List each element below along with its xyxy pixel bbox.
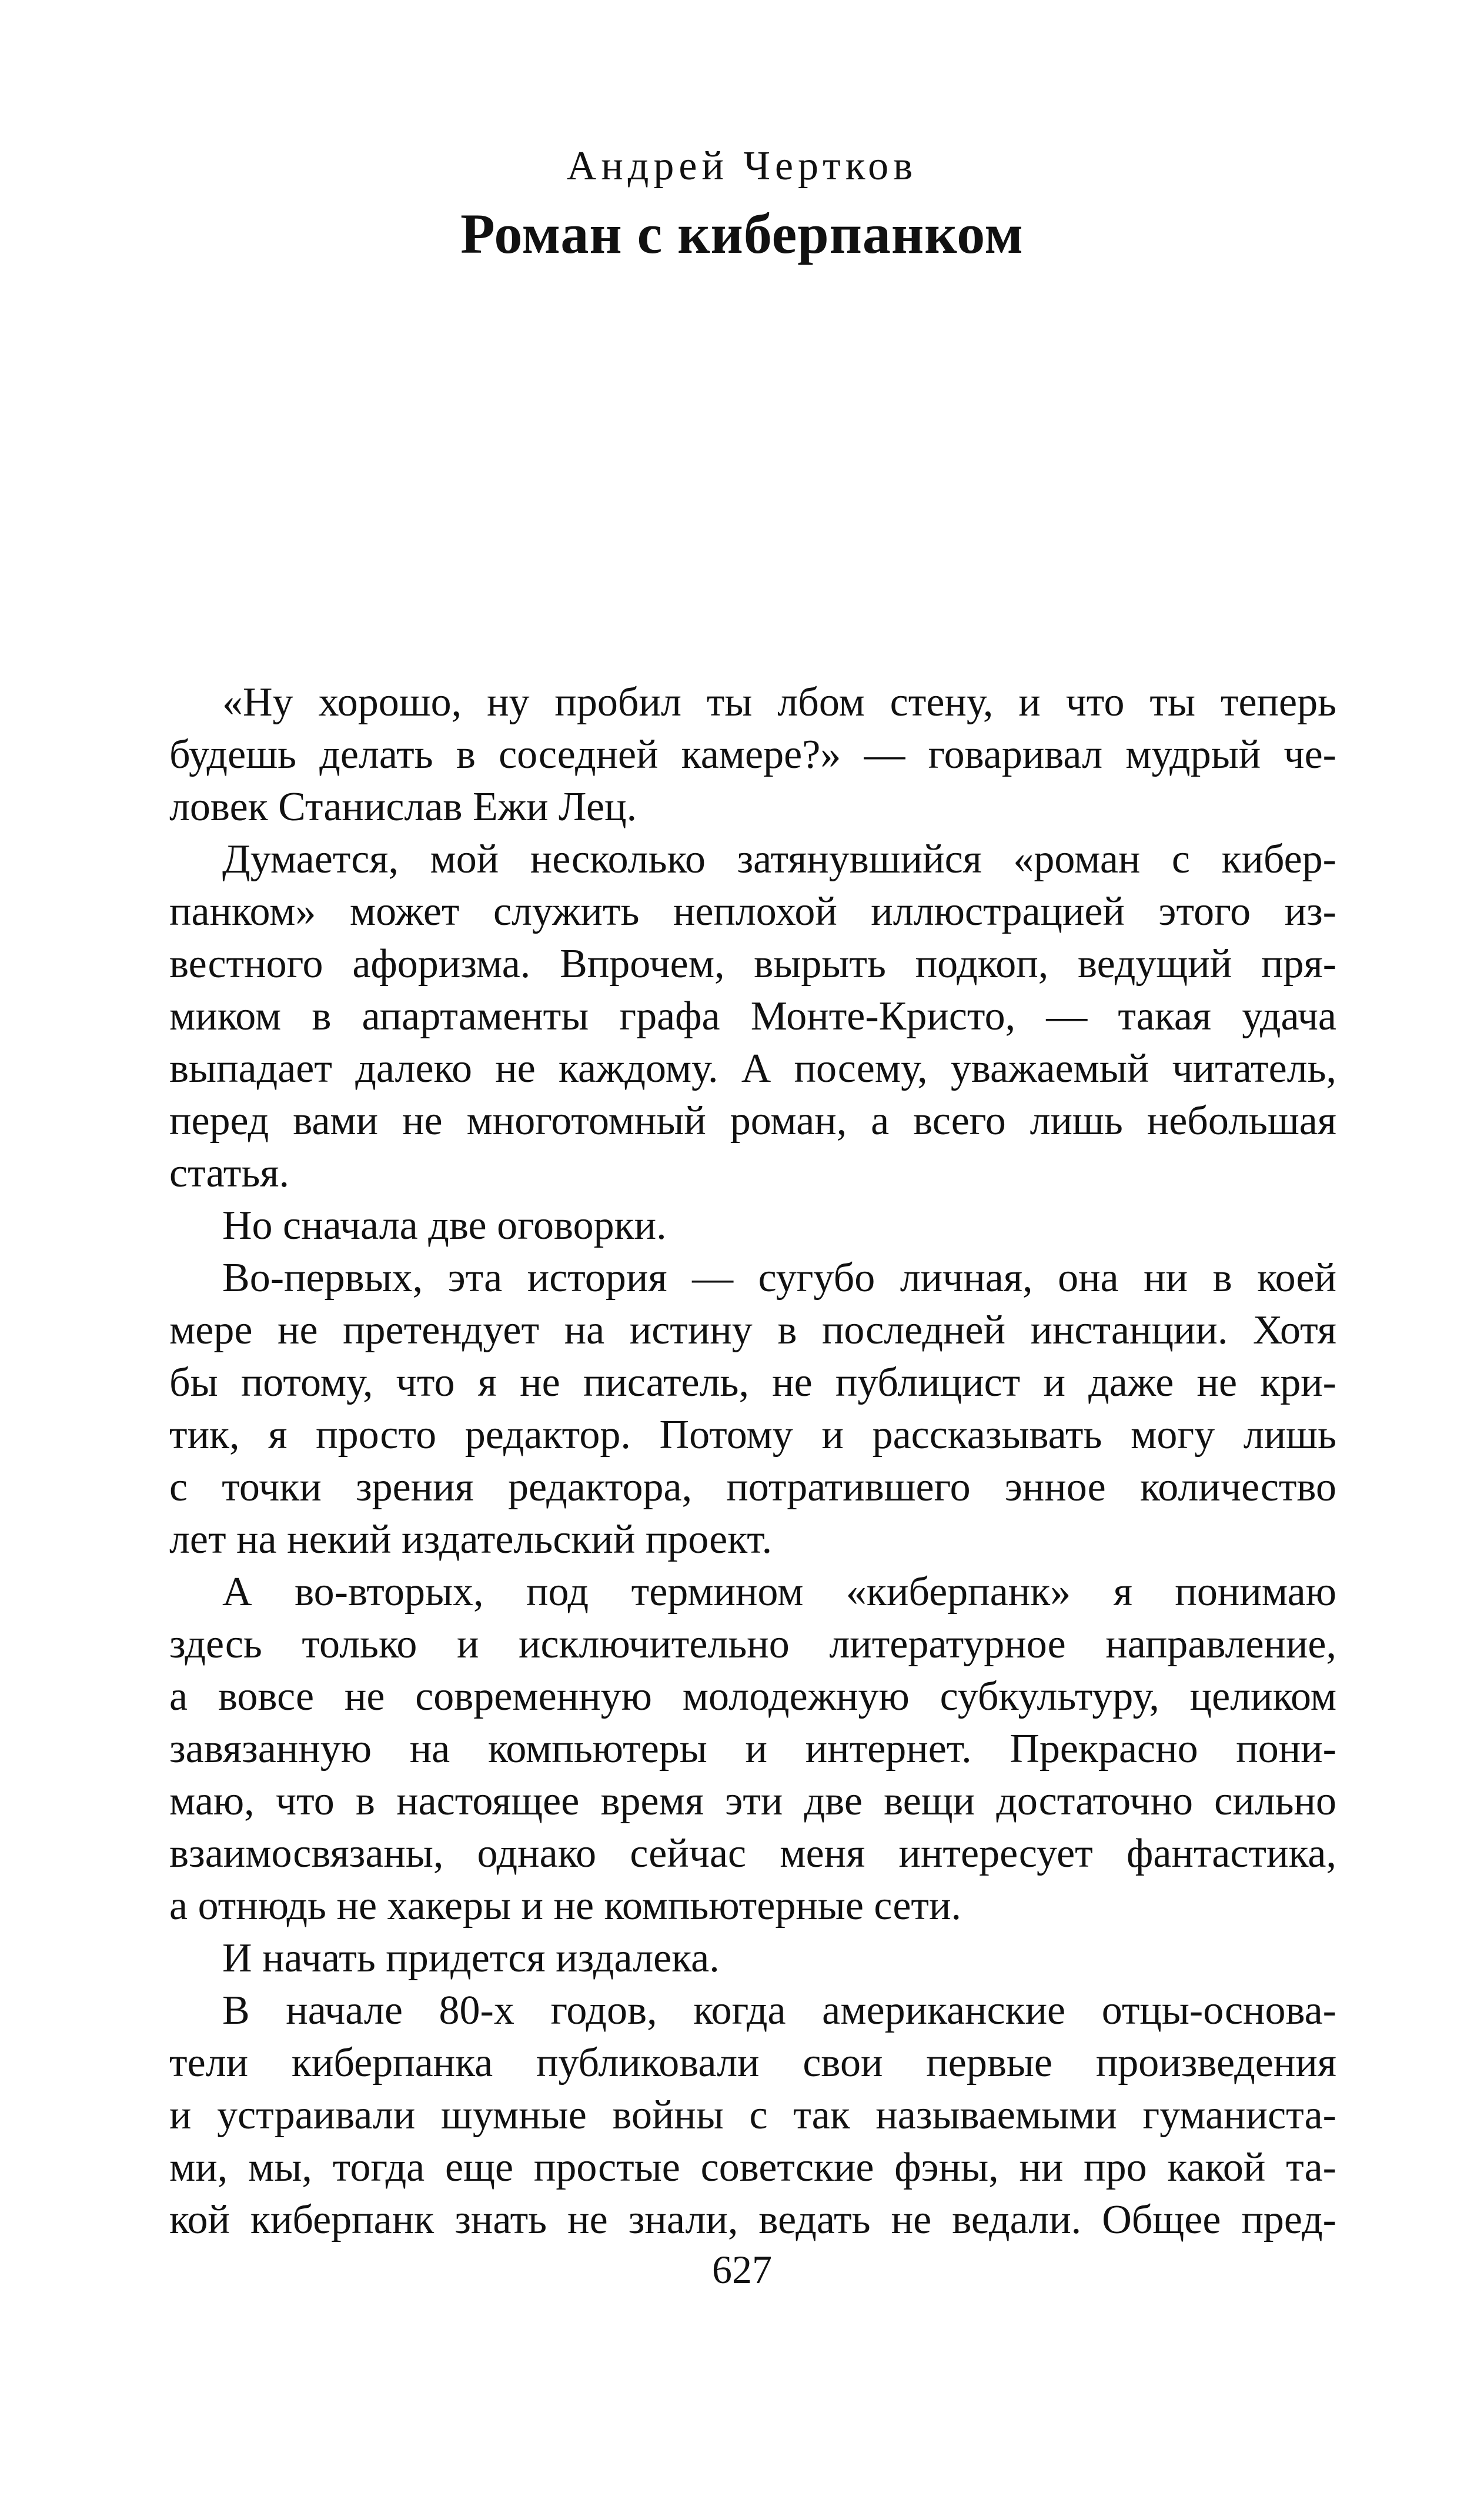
text-line: маю, что в настоящее время эти две вещи достаточно сильно (169, 1779, 1336, 1824)
text-line: и устраивали шумные войны с так называемыми гуманиста- (169, 2093, 1336, 2138)
text-line: взаимосвязаны, однако сейчас меня интересует фантастика, (169, 1831, 1336, 1876)
paragraph (169, 1199, 1336, 1252)
text-line: будешь делать в соседней камере?» — говаривал мудрый че- (169, 732, 1336, 777)
text-line: И начать придется издалека. (222, 1936, 720, 1981)
paragraph (169, 833, 1336, 1199)
text-line: статья. (169, 1151, 289, 1196)
text-line: перед вами не многотомный роман, а всего лишь небольшая (169, 1098, 1336, 1144)
text-line: ловек Станислав Ежи Лец. (169, 784, 637, 830)
text-line: кой киберпанк знать не знали, ведать не ведали. Общее пред- (169, 2197, 1336, 2242)
text-line: Но сначала две оговорки. (222, 1203, 667, 1248)
text-line: тели киберпанка публиковали свои первые произведения (169, 2040, 1336, 2085)
article-title: Роман с киберпанком (460, 202, 1024, 265)
text-line: с точки зрения редактора, потратившего энное количество (169, 1465, 1336, 1510)
text-line: миком в апартаменты графа Монте-Кристо, — такая удача (169, 994, 1336, 1039)
page-number: 627 (712, 2247, 772, 2292)
text-line: Думается, мой несколько затянувшийся «роман с кибер- (222, 837, 1336, 882)
text-line: панком» может служить неплохой иллюстрацией этого из- (169, 889, 1336, 934)
paragraph (169, 1932, 1336, 1984)
text-line: А во-вторых, под термином «киберпанк» я понимаю (222, 1569, 1336, 1615)
text-line: «Ну хорошо, ну пробил ты лбом стену, и что ты теперь (222, 680, 1336, 725)
author-name: Андрей Чертков (566, 143, 918, 189)
text-line: а отнюдь не хакеры и не компьютерные сети. (169, 1883, 961, 1929)
paragraph (169, 1566, 1336, 1932)
text-line: бы потому, что я не писатель, не публицист и даже не кри- (169, 1360, 1336, 1405)
text-line: В начале 80-х годов, когда американские отцы-основа- (222, 1988, 1336, 2033)
text-line: а вовсе не современную молодежную субкультуру, целиком (169, 1674, 1336, 1719)
paragraph (169, 1252, 1336, 1566)
paragraph (169, 676, 1336, 833)
text-line: вестного афоризма. Впрочем, вырыть подкоп, ведущий пря- (169, 941, 1336, 987)
text-line: Во-первых, эта история — сугубо личная, она ни в коей (222, 1255, 1336, 1301)
text-line: лет на некий издательский проект. (169, 1517, 773, 1562)
text-line: выпадает далеко не каждому. А посему, уважаемый читатель, (169, 1046, 1336, 1091)
text-line: завязанную на компьютеры и интернет. Прекрасно пони- (169, 1726, 1336, 1772)
text-line: ми, мы, тогда еще простые советские фэны, ни про какой та- (169, 2145, 1336, 2190)
text-line: мере не претендует на истину в последней инстанции. Хотя (169, 1308, 1336, 1353)
paragraph (169, 1984, 1336, 2246)
article-body (169, 676, 1336, 2246)
text-line: здесь только и исключительно литературное направление, (169, 1622, 1336, 1667)
text-line: тик, я просто редактор. Потому и рассказывать могу лишь (169, 1412, 1336, 1458)
